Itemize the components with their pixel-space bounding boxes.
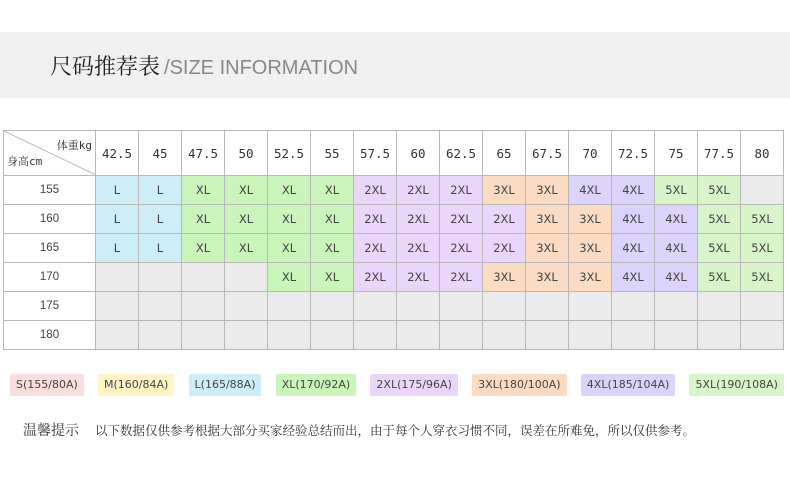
size-cell: 3XL (526, 234, 569, 263)
legend-item: 2XL(175/96A) (370, 374, 457, 396)
size-cell: XL (182, 205, 225, 234)
size-cell (612, 292, 655, 321)
size-cell (440, 321, 483, 350)
height-cell: 160 (4, 205, 96, 234)
size-cell: 2XL (397, 263, 440, 292)
size-cell (182, 321, 225, 350)
size-cell: 2XL (440, 234, 483, 263)
size-cell: 4XL (655, 263, 698, 292)
size-cell: 4XL (612, 263, 655, 292)
size-cell: XL (311, 263, 354, 292)
size-cell (741, 292, 784, 321)
size-cell (354, 321, 397, 350)
size-cell (96, 292, 139, 321)
legend-item: 5XL(190/108A) (689, 374, 783, 396)
size-cell (569, 321, 612, 350)
size-cell: 4XL (612, 176, 655, 205)
table-row (4, 176, 784, 205)
weight-header: 50 (225, 131, 268, 176)
weight-header: 80 (741, 131, 784, 176)
legend-item: L(165/88A) (189, 374, 262, 396)
size-cell: 4XL (655, 234, 698, 263)
weight-header: 62.5 (440, 131, 483, 176)
weight-header: 60 (397, 131, 440, 176)
size-cell: 2XL (440, 176, 483, 205)
size-cell (182, 263, 225, 292)
weight-header: 72.5 (612, 131, 655, 176)
size-cell: 3XL (526, 263, 569, 292)
size-cell (741, 321, 784, 350)
table-row (4, 263, 784, 292)
size-cell: 5XL (741, 263, 784, 292)
legend-item: 4XL(185/104A) (581, 374, 675, 396)
size-cell: 3XL (483, 263, 526, 292)
size-cell: XL (268, 263, 311, 292)
title-english: /SIZE INFORMATION (164, 57, 359, 79)
size-cell: 4XL (612, 234, 655, 263)
size-cell (96, 321, 139, 350)
tips-label: 温馨提示 (23, 423, 79, 439)
tips (23, 420, 695, 440)
size-cell: 5XL (698, 205, 741, 234)
size-cell: 3XL (526, 205, 569, 234)
size-cell: 2XL (440, 263, 483, 292)
height-axis-label: 身高cm (7, 155, 43, 168)
size-cell: 4XL (612, 205, 655, 234)
size-cell (268, 321, 311, 350)
size-table (3, 130, 784, 350)
size-cell: 5XL (698, 263, 741, 292)
size-legend (10, 374, 784, 396)
size-cell: 2XL (397, 234, 440, 263)
size-cell: XL (225, 234, 268, 263)
height-cell: 165 (4, 234, 96, 263)
size-cell: XL (311, 176, 354, 205)
size-cell: 3XL (569, 234, 612, 263)
corner-cell (4, 131, 96, 176)
legend-item: 3XL(180/100A) (472, 374, 566, 396)
size-cell: 3XL (569, 263, 612, 292)
size-cell: XL (268, 176, 311, 205)
table-row (4, 205, 784, 234)
size-cell (698, 292, 741, 321)
legend-item: M(160/84A) (98, 374, 174, 396)
size-cell (741, 176, 784, 205)
weight-header: 70 (569, 131, 612, 176)
size-cell: 3XL (483, 176, 526, 205)
size-cell: 2XL (354, 234, 397, 263)
height-cell: 180 (4, 321, 96, 350)
legend-item: S(155/80A) (10, 374, 84, 396)
weight-header-row (4, 131, 784, 176)
size-cell: 3XL (569, 205, 612, 234)
size-cell (96, 263, 139, 292)
weight-header: 55 (311, 131, 354, 176)
size-cell (698, 321, 741, 350)
size-cell: 2XL (354, 263, 397, 292)
size-cell (612, 321, 655, 350)
title-chinese: 尺码推荐表 (50, 55, 161, 80)
tips-text: 以下数据仅供参考根据大部分买家经验总结而出，由于每个人穿衣习惯不同，误差在所难免，所以仅供参考。 (95, 423, 696, 438)
table-row (4, 321, 784, 350)
size-cell: 5XL (655, 176, 698, 205)
size-cell (397, 321, 440, 350)
weight-header: 52.5 (268, 131, 311, 176)
legend-item: XL(170/92A) (276, 374, 356, 396)
size-cell: 5XL (741, 234, 784, 263)
table-row (4, 234, 784, 263)
size-cell (354, 292, 397, 321)
size-cell: L (139, 176, 182, 205)
size-cell (483, 292, 526, 321)
height-cell: 170 (4, 263, 96, 292)
size-cell (483, 321, 526, 350)
size-cell: XL (182, 176, 225, 205)
size-cell: XL (225, 176, 268, 205)
size-cell (526, 321, 569, 350)
size-cell: XL (225, 205, 268, 234)
weight-header: 57.5 (354, 131, 397, 176)
size-cell (268, 292, 311, 321)
size-cell: 2XL (483, 234, 526, 263)
size-cell: L (96, 205, 139, 234)
size-cell (311, 292, 354, 321)
size-cell (139, 321, 182, 350)
height-cell: 155 (4, 176, 96, 205)
size-cell (655, 292, 698, 321)
size-cell: 3XL (526, 176, 569, 205)
size-cell (139, 292, 182, 321)
weight-header: 65 (483, 131, 526, 176)
size-cell: XL (311, 205, 354, 234)
size-cell: XL (268, 205, 311, 234)
size-cell (225, 321, 268, 350)
size-cell (225, 263, 268, 292)
size-cell: 5XL (698, 234, 741, 263)
size-cell (526, 292, 569, 321)
size-cell: 2XL (397, 176, 440, 205)
size-cell: 2XL (483, 205, 526, 234)
size-cell (225, 292, 268, 321)
page-title (50, 50, 358, 81)
size-cell: 5XL (741, 205, 784, 234)
table-row (4, 292, 784, 321)
size-cell (569, 292, 612, 321)
size-cell: 2XL (354, 176, 397, 205)
size-cell: 2XL (354, 205, 397, 234)
weight-header: 47.5 (182, 131, 225, 176)
height-cell: 175 (4, 292, 96, 321)
weight-header: 42.5 (96, 131, 139, 176)
size-cell (397, 292, 440, 321)
size-cell: XL (182, 234, 225, 263)
size-cell (311, 321, 354, 350)
size-cell: XL (268, 234, 311, 263)
size-cell: 4XL (569, 176, 612, 205)
size-cell: L (139, 205, 182, 234)
weight-header: 77.5 (698, 131, 741, 176)
size-cell (139, 263, 182, 292)
weight-header: 45 (139, 131, 182, 176)
size-cell: XL (311, 234, 354, 263)
size-cell: 5XL (698, 176, 741, 205)
size-cell (655, 321, 698, 350)
size-cell: 2XL (397, 205, 440, 234)
size-cell (182, 292, 225, 321)
size-cell (440, 292, 483, 321)
size-cell: 4XL (655, 205, 698, 234)
size-cell: L (96, 176, 139, 205)
size-cell: L (139, 234, 182, 263)
weight-header: 75 (655, 131, 698, 176)
weight-axis-label: 体重kg (56, 139, 92, 152)
size-cell: 2XL (440, 205, 483, 234)
size-cell: L (96, 234, 139, 263)
weight-header: 67.5 (526, 131, 569, 176)
